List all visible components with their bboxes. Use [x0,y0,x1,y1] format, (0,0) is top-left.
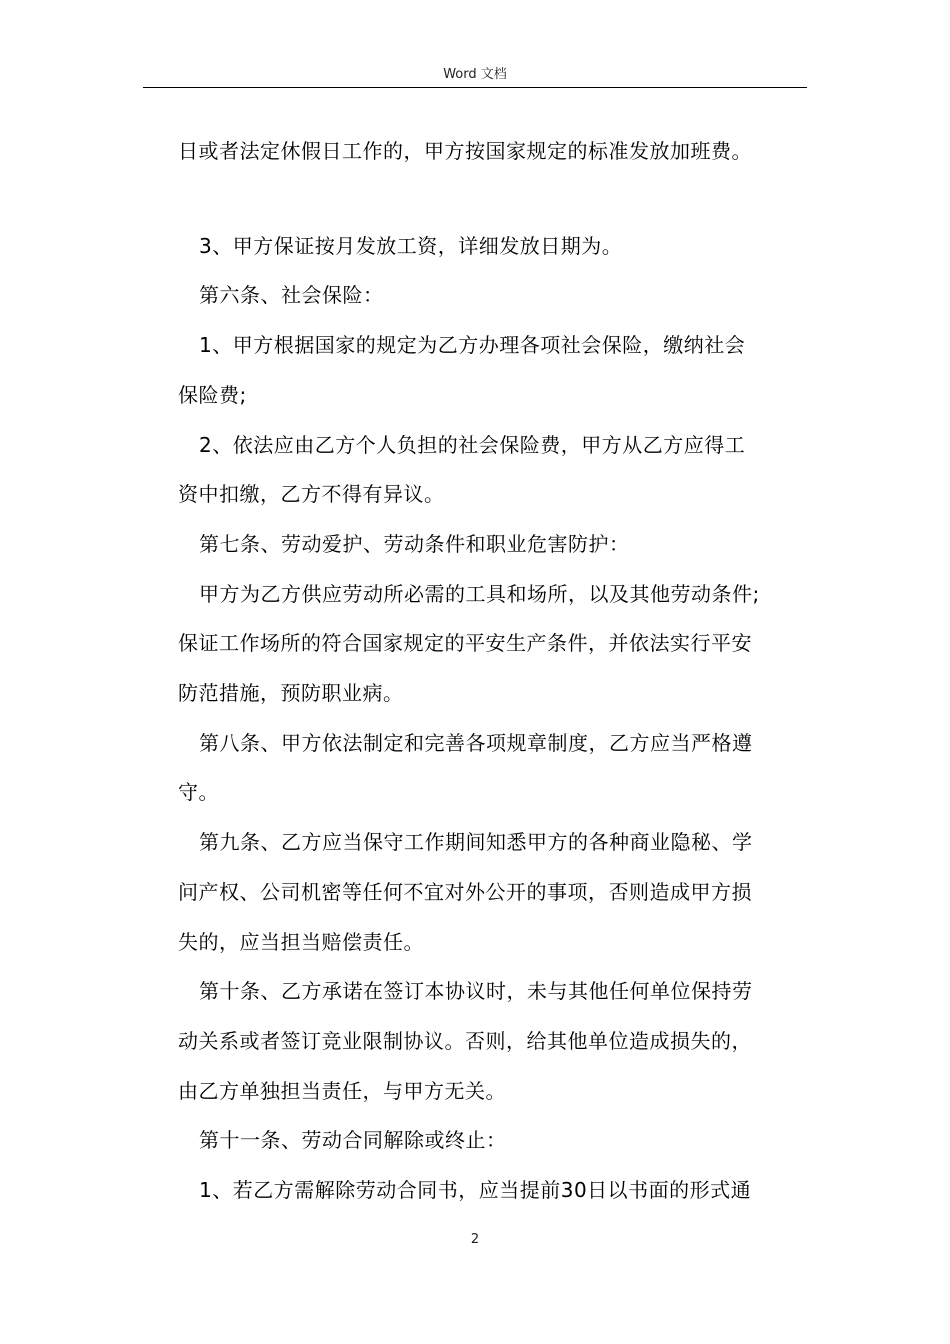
article-paragraph [178,967,804,1017]
line: 第十条、乙方承诺在签订本协议时，未与其他任何单位保持劳 [199,979,753,1004]
line: 问产权、公司机密等任何不宜对外公开的事项，否则造成甲方损 [178,879,752,904]
line: 1、甲方根据国家的规定为乙方办理各项社会保险，缴纳社会 [199,333,746,358]
page-number: 2 [470,1232,480,1247]
document-body [178,127,804,1216]
line: 保险费; [178,382,247,407]
line: 动关系或者签订竞业限制协议。否则，给其他单位造成损失的， [178,1028,752,1053]
article-heading [178,1116,804,1166]
paragraph [178,321,804,371]
paragraph-wrap [178,669,804,719]
header-title: Word 文档 [443,67,507,82]
line: 2、依法应由乙方个人负担的社会保险费，甲方从乙方应得工 [199,432,746,457]
line: 防范措施，预防职业病。 [178,681,404,706]
line: 资中扣缴，乙方不得有异议。 [178,482,445,507]
article-heading [178,520,804,570]
paragraph [178,1166,804,1216]
line: 3、甲方保证按月发放工资，详细发放日期为。 [199,233,623,258]
paragraph [178,570,804,620]
line: 第九条、乙方应当保守工作期间知悉甲方的各种商业隐秘、学 [199,830,753,855]
paragraph-wrap [178,918,804,968]
line: 由乙方单独担当责任，与甲方无关。 [178,1078,506,1103]
paragraph-continuation [178,127,804,177]
paragraph-wrap [178,619,804,669]
page-header [143,66,807,84]
paragraph-wrap [178,470,804,520]
paragraph-wrap [178,1017,804,1067]
page-footer [0,1231,950,1249]
line: 第八条、甲方依法制定和完善各项规章制度，乙方应当严格遵 [199,730,753,755]
line: 第六条、社会保险： [199,283,384,308]
header-divider [143,87,807,88]
line: 1、若乙方需解除劳动合同书，应当提前30日以书面的形式通 [199,1178,752,1203]
line: 第七条、劳动爱护、劳动条件和职业危害防护： [199,531,630,556]
line: 第十一条、劳动合同解除或终止： [199,1128,507,1153]
line: 日或者法定休假日工作的，甲方按国家规定的标准发放加班费。 [178,139,752,163]
line: 失的，应当担当赔偿责任。 [178,929,424,954]
article-heading [178,271,804,321]
article-paragraph [178,818,804,868]
paragraph-wrap [178,868,804,918]
paragraph-wrap [178,768,804,818]
paragraph [178,421,804,471]
paragraph-wrap [178,371,804,421]
line: 甲方为乙方供应劳动所必需的工具和场所，以及其他劳动条件; [199,581,760,606]
paragraph-gap [178,177,804,222]
article-paragraph [178,719,804,769]
line: 守。 [178,780,219,805]
paragraph-wrap [178,1067,804,1117]
line: 保证工作场所的符合国家规定的平安生产条件，并依法实行平安 [178,631,752,656]
paragraph [178,222,804,272]
